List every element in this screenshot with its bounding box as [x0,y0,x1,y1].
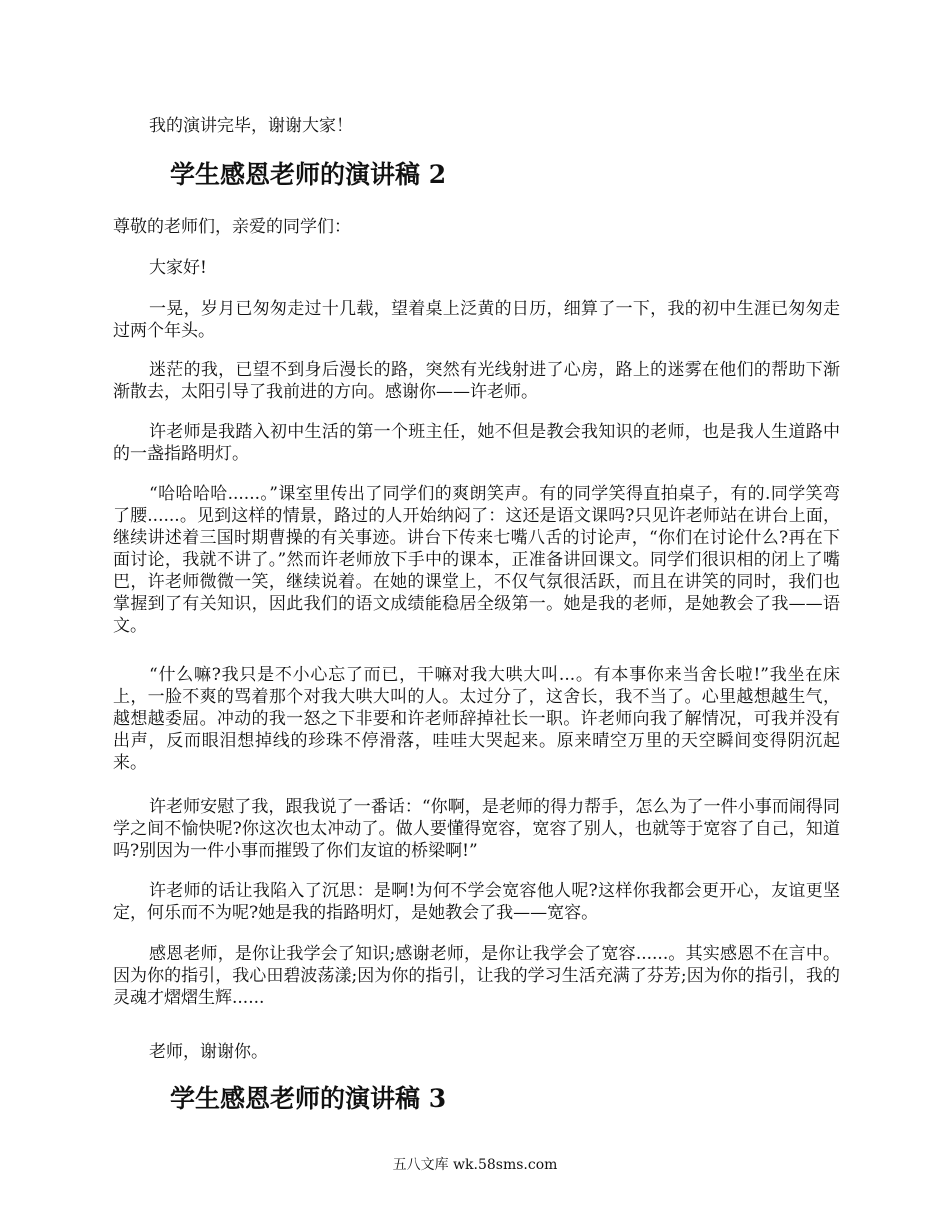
paragraph: “什么嘛?我只是不小心忘了而已，干嘛对我大哄大叫...。有本事你来当舍长啦!”我坐在床上，一脸不爽的骂着那个对我大哄大叫的人。太过分了，这舍长，我不当了。心里越想越生气，越想越委屈。冲动的我一怒之下非要和许老师辞掉社长一职。许老师向我了解情况，可我并没有出声，反而眼泪想掉线的珍珠不停滑落，哇哇大哭起来。原来晴空万里的天空瞬间变得阴沉起来。 [113,665,840,773]
paragraph: 许老师的话让我陷入了沉思：是啊!为何不学会宽容他人呢?这样你我都会更开心，友谊更坚定，何乐而不为呢?她是我的指路明灯，是她教会了我——宽容。 [113,881,840,923]
closing-line: 我的演讲完毕，谢谢大家！ [149,116,353,136]
footer-watermark: 五八文库 wk.58sms.com [392,1157,558,1173]
section-heading-3: 学生感恩老师的演讲稿 3 [170,1084,447,1113]
paragraph: “哈哈哈哈......。”课室里传出了同学们的爽朗笑声。有的同学笑得直拍桌子，有的.同学笑弯了腰......。见到这样的情景，路过的人开始纳闷了：这还是语文课吗?只见许老师站在讲台上面，继续讲述着三国时期曹操的有关事迹。讲台下传来七嘴八舌的讨论声，“你们在讨论什么?再在下面讨论，我就不讲了。”然而许老师放下手中的课本，正准备讲回课文。同学们很识相的闭上了嘴巴，许老师微微一笑，继续说着。在她的课堂上，不仅气氛很活跃，而且在讲笑的同时，我们也掌握到了有关知识，因此我们的语文成绩能稳居全级第一。她是我的老师，是她教会了我——语文。 [113,484,840,636]
paragraph: 一晃，岁月已匆匆走过十几载，望着桌上泛黄的日历，细算了一下，我的初中生涯已匆匆走过两个年头。 [113,299,840,341]
greeting: 大家好! [149,258,207,278]
paragraph: 许老师安慰了我，跟我说了一番话：“你啊，是老师的得力帮手，怎么为了一件小事而闹得同学之间不愉快呢?你这次也太冲动了。做人要懂得宽容，宽容了别人，也就等于宽容了自己，知道吗?别因为一件小事而摧毁了你们友谊的桥梁啊!” [113,797,840,861]
paragraph: 感恩老师，是你让我学会了知识;感谢老师，是你让我学会了宽容......。其实感恩不在言中。因为你的指引，我心田碧波荡漾;因为你的指引，让我的学习生活充满了芬芳;因为你的指引，我的灵魂才熠熠生辉...... [113,944,840,1008]
paragraph: 许老师是我踏入初中生活的第一个班主任，她不但是教会我知识的老师，也是我人生道路中的一盏指路明灯。 [113,422,840,464]
paragraph: 老师，谢谢你。 [149,1042,268,1062]
salutation: 尊敬的老师们，亲爱的同学们： [113,217,351,237]
section-heading-2: 学生感恩老师的演讲稿 2 [170,160,447,189]
paragraph: 迷茫的我，已望不到身后漫长的路，突然有光线射进了心房，路上的迷雾在他们的帮助下渐渐散去，太阳引导了我前进的方向。感谢你——许老师。 [113,360,840,402]
